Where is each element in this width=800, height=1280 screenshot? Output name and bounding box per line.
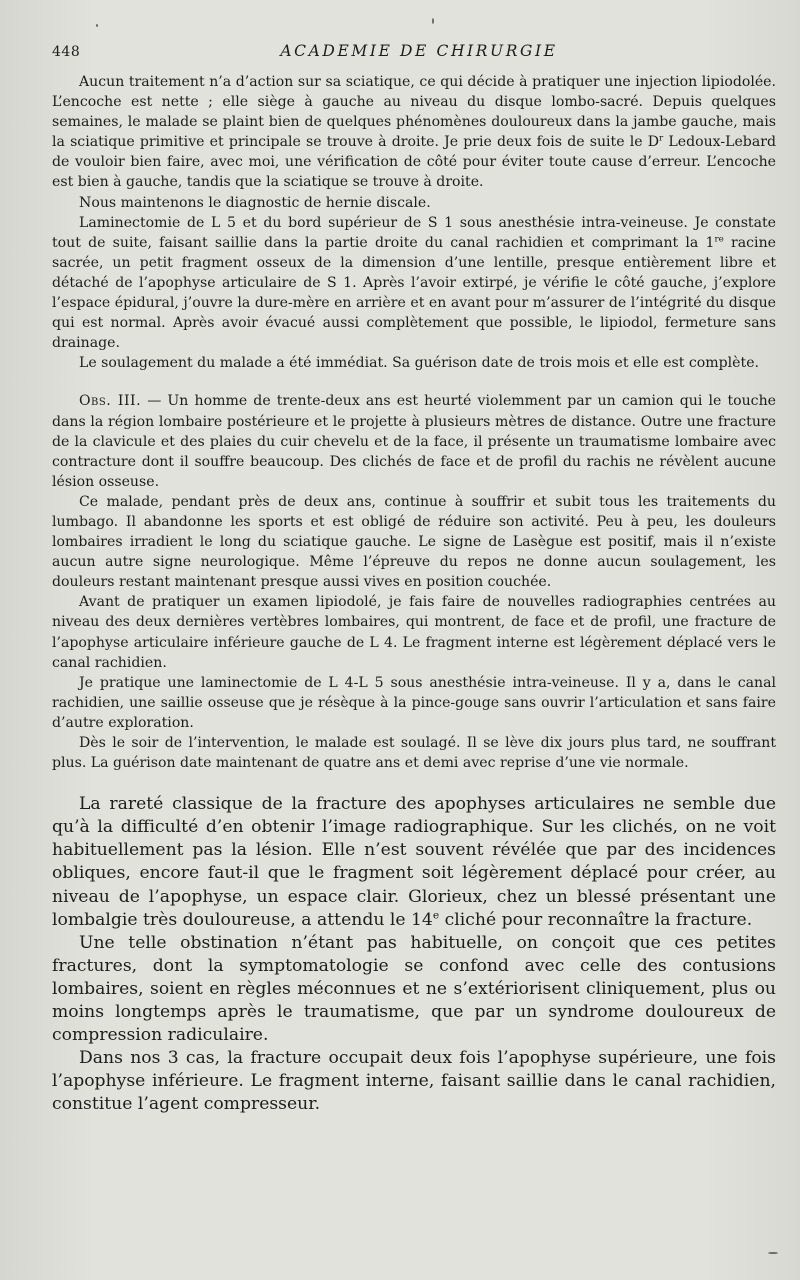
observation-3 <box>52 391 776 773</box>
scan-speck <box>768 1252 778 1254</box>
running-header <box>52 42 776 64</box>
paragraph: Obs. III. — Un homme de trente-deux ans est heurté violemment par un camion qui le touche dans la région lombaire postérieure et le projette à plusieurs mètres de distance. Outre une fracture de la clavicule et des plaies du cuir chevelu et de la face, il présente un traumatisme lombaire avec contracture dont il souffre beaucoup. Des clichés de face et de profil du rachis ne révèlent aucune lésion osseuse. <box>52 393 776 490</box>
paragraph: Le soulagement du malade a été immédiat. Sa guérison date de trois mois et elle est complète. <box>79 355 760 372</box>
observation-2-continued <box>52 72 776 373</box>
paragraph: Dès le soir de l’intervention, le malade est soulagé. Il se lève dix jours plus tard, ne souffrant plus. La guérison date maintenant de quatre ans et demi avec reprise d’une vie normale. <box>52 735 776 772</box>
paragraph: Dans nos 3 cas, la fracture occupait deux fois l’apophyse supérieure, une fois l’apophyse inférieure. Le fragment interne, faisant saillie dans le canal rachidien, constitue l’agent compresseur. <box>52 1048 776 1115</box>
paragraph: Laminectomie de L 5 et du bord supérieur de S 1 sous anesthésie intra-veineuse. Je constate tout de suite, faisant saillie dans la partie droite du canal rachidien et comprimant la 1re racine sacrée, un petit fragment osseux de la dimension d’une lentille, presque entièrement libre et détaché de l’apophyse articulaire de S 1. Après l’avoir extirpé, je vérifie le côté gauche, j’explore l’espace épidural, j’ouvre la dure-mère en arrière et en avant pour m’assurer de l’intégrité du disque qui est normal. Après avoir évacué aussi complètement que possible, le lipiodol, fermeture sans drainage. <box>52 214 776 352</box>
paragraph: Avant de pratiquer un examen lipiodolé, je fais faire de nouvelles radiographies centrées au niveau des deux dernières vertèbres lombaires, qui montrent, de face et de profil, une fracture de l’apophyse articulaire inférieure gauche de L 4. Le fragment interne est légèrement déplacé vers le canal rachidien. <box>52 594 776 671</box>
discussion <box>52 793 776 1116</box>
page-number: 448 <box>52 44 81 60</box>
scan-speck <box>432 18 434 24</box>
paragraph: Aucun traitement n’a d’action sur sa sciatique, ce qui décide à pratiquer une injection lipiodolée. L’encoche est nette ; elle siège à gauche au niveau du disque lombo-sacré. Depuis quelques semaines, le malade se plaint bien de quelques phénomènes douloureux dans la jambe gauche, mais la sciatique primitive et principale se trouve à droite. Je prie deux fois de suite le $D^r$ Ledoux-Lebard de vouloir bien faire, avec moi, une vérification de côté pour éviter toute cause d’erreur. L’encoche est bien à gauche, tandis que la sciatique se trouve à droite. <box>52 74 776 191</box>
paragraph: Je pratique une laminectomie de L 4-L 5 sous anesthésie intra-veineuse. Il y a, dans le canal rachidien, une saillie osseuse que je résèque à la pince-gouge sans ouvrir l’articulation et sans faire d’autre exploration. <box>52 674 776 731</box>
scan-speck <box>96 24 98 27</box>
journal-title: ACADEMIE DE CHIRURGIE <box>280 42 558 60</box>
paragraph: Ce malade, pendant près de deux ans, continue à souffrir et subit tous les traitements du lumbago. Il abandonne les sports et est obligé de réduire son activité. Peu à peu, les douleurs lombaires irradient le long du sciatique gauche. Le signe de Lasègue est positif, mais il n’existe aucun autre signe neurologique. Même l’épreuve du repos ne donne aucun soulagement, les douleurs restant maintenant presque aussi vives en position couchée. <box>52 493 776 591</box>
observation-label: Obs. III. <box>79 393 142 410</box>
paragraph: Nous maintenons le diagnostic de hernie discale. <box>79 194 431 211</box>
paragraph: La rareté classique de la fracture des apophyses articulaires ne semble due qu’à la difficulté d’en obtenir l’image radiographique. Sur les clichés, on ne voit habituellement pas la lésion. Elle n’est souvent révélée que par des incidences obliques, encore faut-il que le fragment soit légèrement déplacé pour créer, au niveau de l’apophyse, un espace clair. Glorieux, chez un blessé présentant une lombalgie très douloureuse, a attendu le 14e cliché pour reconnaître la fracture. <box>52 794 776 930</box>
paragraph: Une telle obstination n’étant pas habituelle, on conçoit que ces petites fractures, dont la symptomatologie se confond avec celle des contusions lombaires, soient en règles méconnues et ne s’extériorisent cliniquement, plus ou moins longtemps après le traumatisme, que par un syndrome douloureux de compression radiculaire. <box>52 932 776 1046</box>
